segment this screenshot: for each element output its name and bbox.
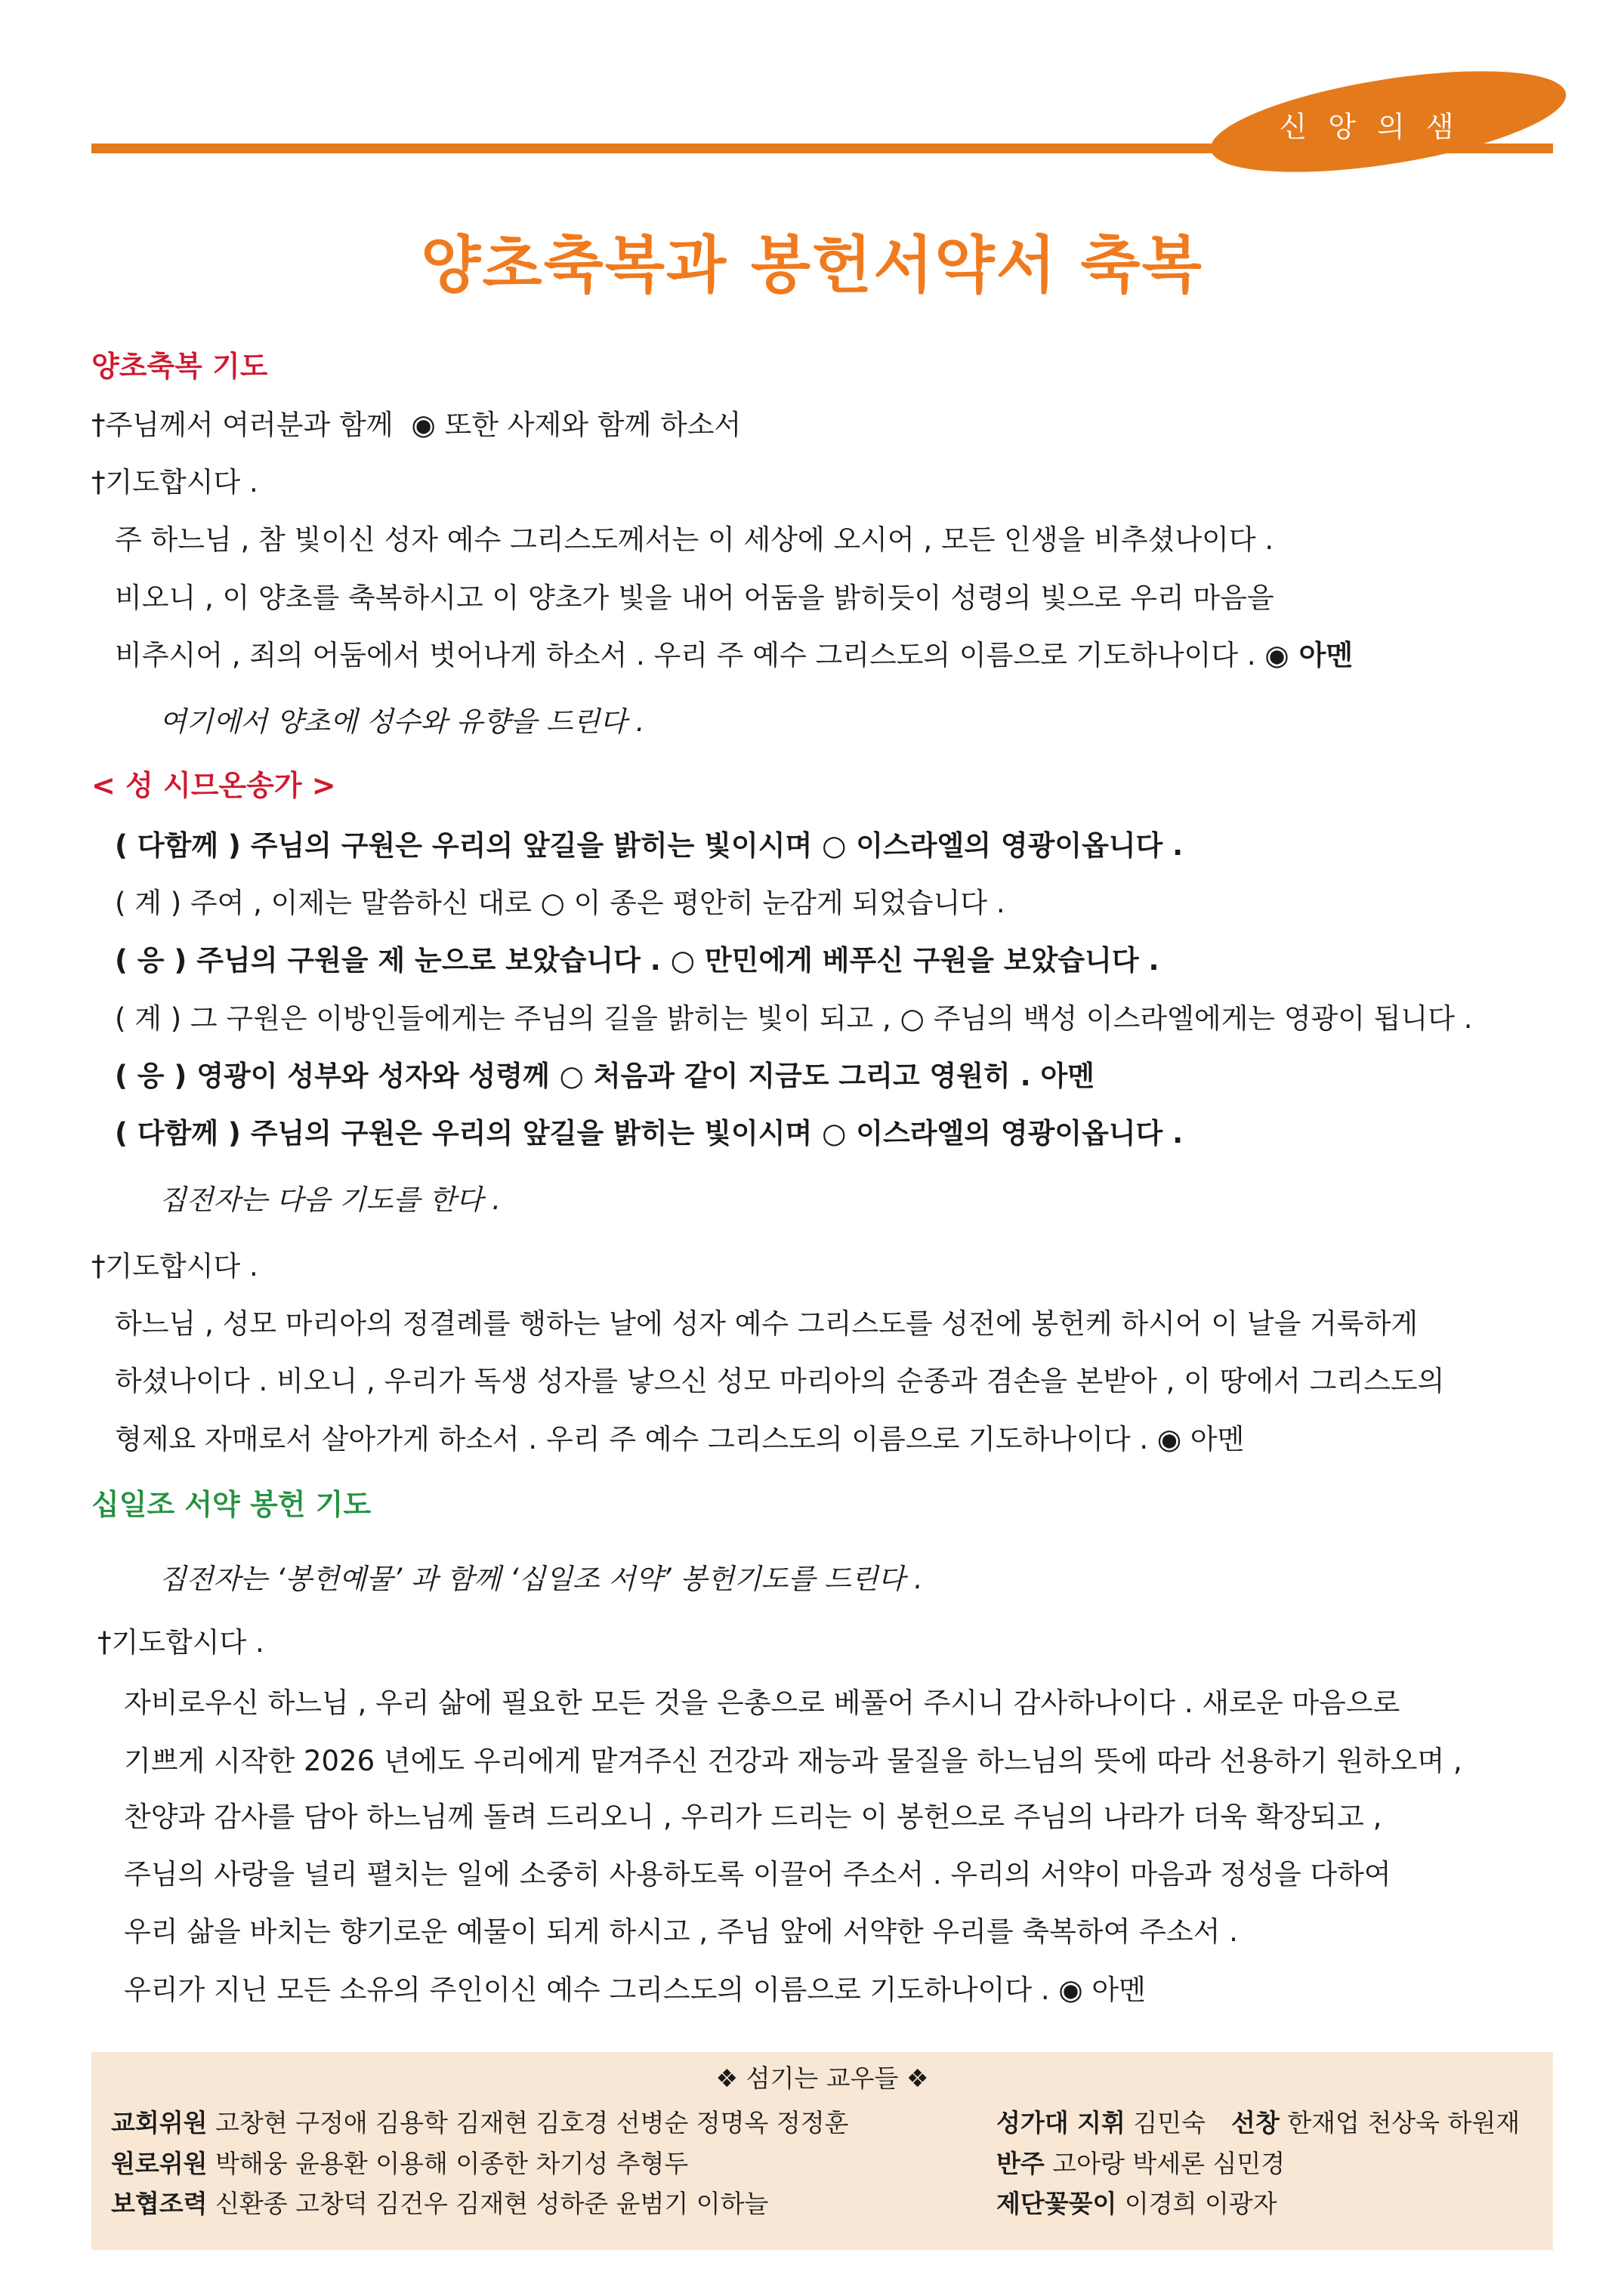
verse-text: 그 구원은 이방인들에게는 주님의 길을 밝히는 빛이 되고 , ○ 주님의 백성 이스라엘에게는 영광이 됩니다 . bbox=[190, 1002, 1473, 1035]
verse-text: 주님의 구원은 우리의 앞길을 밝히는 빛이시며 ○ 이스라엘의 영광이옵니다 . bbox=[250, 829, 1184, 862]
servers-row bbox=[111, 2147, 688, 2181]
verse-speaker: ( 다함께 ) bbox=[115, 829, 241, 862]
amen-response: ◉ 아멘 bbox=[1264, 639, 1354, 671]
canticle-verse bbox=[115, 881, 1005, 926]
servers-title: ❖ 섬기는 교우들 ❖ bbox=[715, 2063, 929, 2093]
verse-speaker: ( 다함께 ) bbox=[115, 1117, 241, 1150]
servers-role: 제단꽃꽂이 bbox=[996, 2189, 1117, 2218]
servers-role: 선창 bbox=[1231, 2108, 1280, 2137]
prayer-line: 자비로우신 하느님 , 우리 삶에 필요한 모든 것을 은총으로 베풀어 주시니 감사하나이다 . 새로운 마음으로 bbox=[124, 1687, 1400, 1719]
servers-role: 원로위원 bbox=[111, 2149, 208, 2178]
prayer-line: 우리 삶을 바치는 향기로운 예물이 되게 하시고 , 주님 앞에 서약한 우리를 축복하여 주소서 . bbox=[124, 1915, 1238, 1948]
verse-speaker: ( 응 ) bbox=[115, 944, 187, 977]
rubric: 집전자는 다음 기도를 한다 . bbox=[159, 1184, 501, 1216]
canticle-heading: < 성 시므온송가 > bbox=[91, 769, 336, 802]
prayer-line: 기쁘게 시작한 2026 년에도 우리에게 맡겨주신 건강과 재능과 물질을 하느님의 뜻에 따라 선용하기 원하오며 , bbox=[124, 1745, 1462, 1777]
greeting-people: ◉ 또한 사제와 함께 하소서 bbox=[411, 409, 742, 441]
servers-row bbox=[996, 2106, 1520, 2140]
servers-role: 보협조력 bbox=[111, 2189, 208, 2218]
canticle-verse bbox=[115, 1054, 1095, 1099]
prayer-invitation: †기도합시다 . bbox=[97, 1626, 264, 1659]
servers-names: 고창현 구정애 김용학 김재현 김호경 선병순 정명옥 정정훈 bbox=[215, 2108, 849, 2137]
servers-role: 성가대 지휘 bbox=[996, 2108, 1125, 2137]
servers-names: 이경희 이광자 bbox=[1124, 2189, 1277, 2218]
tithe-pledge-heading: 십일조 서약 봉헌 기도 bbox=[91, 1488, 372, 1521]
servers-row bbox=[996, 2147, 1285, 2181]
greeting-line bbox=[91, 403, 741, 448]
verse-text: 주님의 구원은 우리의 앞길을 밝히는 빛이시며 ○ 이스라엘의 영광이옵니다 . bbox=[250, 1117, 1184, 1150]
canticle-verse bbox=[115, 938, 1159, 983]
rubric: 여기에서 양초에 성수와 유향을 드린다 . bbox=[159, 705, 645, 738]
servers-row bbox=[111, 2187, 768, 2221]
page-title: 양초축복과 봉헌서약서 축복 bbox=[421, 230, 1203, 301]
prayer-line bbox=[115, 633, 1353, 678]
rubric: 집전자는 ‘봉헌예물’ 과 함께 ‘십일조 서약’ 봉헌기도를 드린다 . bbox=[159, 1563, 923, 1595]
canticle-verse bbox=[115, 823, 1183, 869]
prayer-line: 찬양과 감사를 담아 하느님께 돌려 드리오니 , 우리가 드리는 이 봉헌으로 주님의 나라가 더욱 확장되고 , bbox=[124, 1801, 1382, 1833]
verse-speaker: ( 계 ) bbox=[115, 887, 182, 919]
canticle-verse bbox=[115, 996, 1473, 1042]
prayer-line: 형제요 자매로서 살아가게 하소서 . 우리 주 예수 그리스도의 이름으로 기도하나이다 . ◉ 아멘 bbox=[115, 1423, 1245, 1455]
servers-names: 김민숙 bbox=[1133, 2108, 1206, 2137]
column-badge-label: 신 앙 의 샘 bbox=[1279, 110, 1460, 144]
servers-names: 고아랑 박세론 심민경 bbox=[1052, 2149, 1286, 2178]
prayer-invitation: †기도합시다 . bbox=[91, 466, 258, 498]
canticle-verse bbox=[115, 1111, 1183, 1156]
greeting-priest: †주님께서 여러분과 함께 bbox=[91, 409, 394, 441]
prayer-line: 주님의 사랑을 널리 펼치는 일에 소중히 사용하도록 이끌어 주소서 . 우리의 서약이 마음과 정성을 다하여 bbox=[124, 1858, 1391, 1890]
prayer-line: 우리가 지닌 모든 소유의 주인이신 예수 그리스도의 이름으로 기도하나이다 . ◉ 아멘 bbox=[124, 1974, 1146, 2006]
verse-text: 주여 , 이제는 말씀하신 대로 ○ 이 종은 평안히 눈감게 되었습니다 . bbox=[190, 887, 1005, 919]
verse-text: 영광이 성부와 성자와 성령께 ○ 처음과 같이 지금도 그리고 영원히 . 아멘 bbox=[196, 1060, 1095, 1092]
servers-names: 박해웅 윤용환 이용해 이종한 차기성 추형두 bbox=[215, 2149, 689, 2178]
servers-role: 교회위원 bbox=[111, 2108, 208, 2137]
servers-names: 한재업 천상욱 하원재 bbox=[1287, 2108, 1521, 2137]
servers-box bbox=[91, 2052, 1553, 2250]
prayer-line: 하셨나이다 . 비오니 , 우리가 독생 성자를 낳으신 성모 마리아의 순종과 겸손을 본받아 , 이 땅에서 그리스도의 bbox=[115, 1365, 1445, 1397]
verse-text: 주님의 구원을 제 눈으로 보았습니다 . ○ 만민에게 베푸신 구원을 보았습니다 . bbox=[196, 944, 1159, 977]
verse-speaker: ( 계 ) bbox=[115, 1002, 182, 1035]
verse-speaker: ( 응 ) bbox=[115, 1060, 187, 1092]
servers-row bbox=[996, 2187, 1277, 2221]
servers-names: 신환종 고창덕 김건우 김재현 성하준 윤범기 이하늘 bbox=[215, 2189, 769, 2218]
prayer-text: 비추시어 , 죄의 어둠에서 벗어나게 하소서 . 우리 주 예수 그리스도의 이름으로 기도하나이다 . bbox=[115, 639, 1256, 671]
candle-blessing-heading: 양초축복 기도 bbox=[91, 350, 268, 383]
servers-row bbox=[111, 2106, 849, 2140]
prayer-line: 주 하느님 , 참 빛이신 성자 예수 그리스도께서는 이 세상에 오시어 , 모든 인생을 비추셨나이다 . bbox=[115, 523, 1274, 556]
prayer-line: 비오니 , 이 양초를 축복하시고 이 양초가 빛을 내어 어둠을 밝히듯이 성령의 빛으로 우리 마음을 bbox=[115, 582, 1274, 614]
prayer-invitation: †기도합시다 . bbox=[91, 1250, 258, 1282]
prayer-line: 하느님 , 성모 마리아의 정결례를 행하는 날에 성자 예수 그리스도를 성전에 봉헌케 하시어 이 날을 거룩하게 bbox=[115, 1307, 1419, 1340]
servers-role: 반주 bbox=[996, 2149, 1045, 2178]
